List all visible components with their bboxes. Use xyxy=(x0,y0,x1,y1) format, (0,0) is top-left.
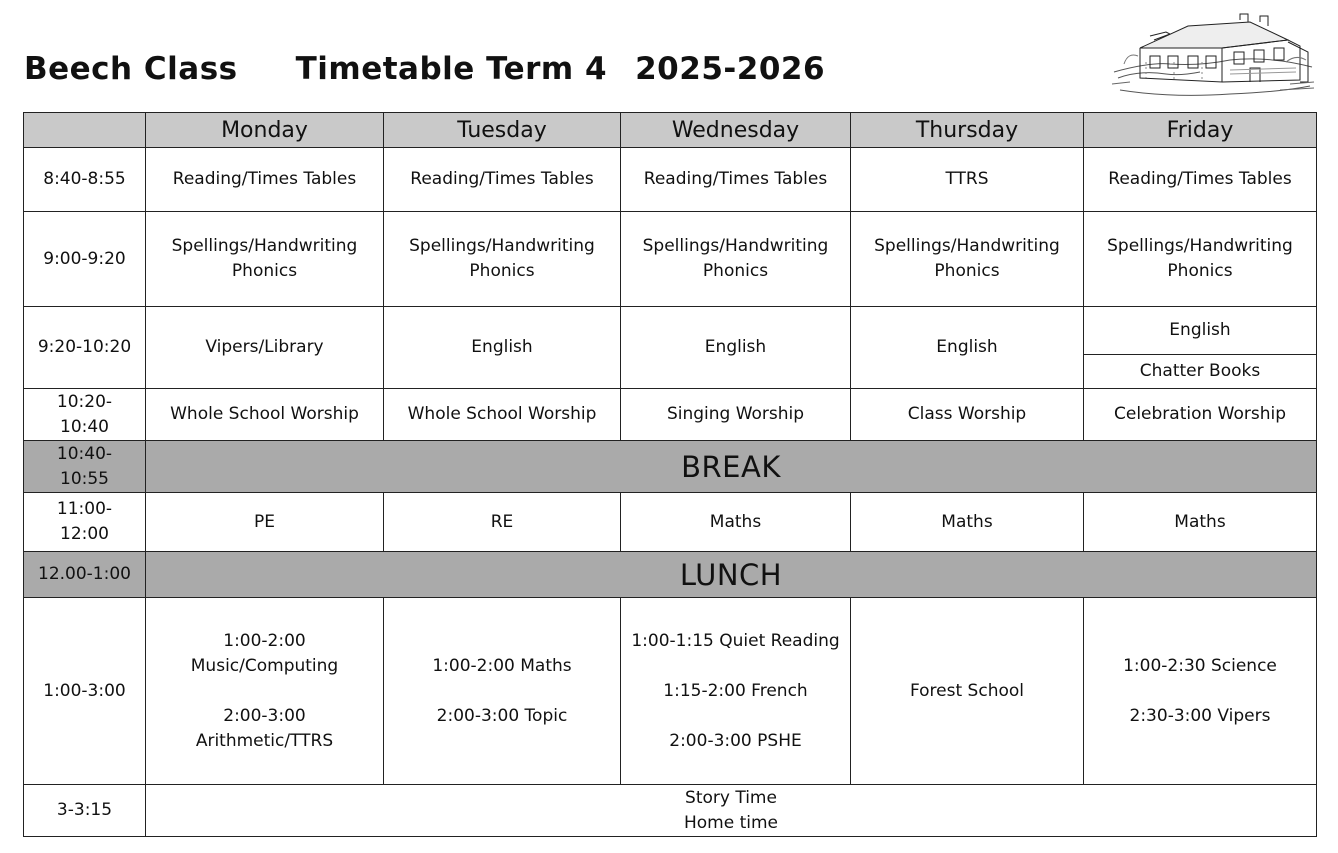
end-of-day-cell xyxy=(146,785,1317,837)
timetable-row xyxy=(24,212,1317,307)
lesson-cell xyxy=(146,598,384,785)
lesson-cell: Singing Worship xyxy=(621,389,851,441)
time-slot xyxy=(24,441,146,493)
lesson-cell: Reading/Times Tables xyxy=(621,148,851,212)
lesson-cell: Celebration Worship xyxy=(1084,389,1317,441)
spacer xyxy=(146,679,383,704)
lesson-cell: TTRS xyxy=(851,148,1084,212)
time-slot: 12.00-1:00 xyxy=(24,552,146,598)
timetable-row xyxy=(24,148,1317,212)
time-header xyxy=(24,113,146,148)
lesson-cell: Whole School Worship xyxy=(146,389,384,441)
time-line: 10:55 xyxy=(60,468,109,489)
day-header-friday: Friday xyxy=(1084,113,1317,148)
lesson-line: Music/Computing xyxy=(190,655,339,676)
lesson-cell-split xyxy=(1084,307,1317,389)
lesson-line: 2:00-3:00 PSHE xyxy=(669,730,802,751)
lesson-line: 1:00-2:00 Maths xyxy=(432,655,572,676)
lesson-cell xyxy=(1084,212,1317,307)
time-slot: 9:00-9:20 xyxy=(24,212,146,307)
lesson-part: Chatter Books xyxy=(1139,361,1261,381)
time-line: 12:00 xyxy=(60,524,109,544)
day-header-tuesday: Tuesday xyxy=(384,113,621,148)
lesson-part: English xyxy=(1084,307,1316,355)
lesson-cell xyxy=(1084,598,1317,785)
time-slot: 9:20-10:20 xyxy=(24,307,146,389)
time-slot xyxy=(24,493,146,552)
break-band: BREAK xyxy=(146,441,1317,493)
spacer xyxy=(384,679,620,704)
lesson-cell: PE xyxy=(146,493,384,552)
lesson-line: Story Time xyxy=(685,787,777,808)
school-year: 2025-2026 xyxy=(635,51,826,87)
lesson-cell: Maths xyxy=(1084,493,1317,552)
timetable-row xyxy=(24,307,1317,389)
time-line: 10:20- xyxy=(56,391,113,412)
lesson-line: 2:00-3:00 Topic xyxy=(436,705,568,726)
timetable xyxy=(23,112,1317,837)
lesson-line: Phonics xyxy=(469,261,535,281)
lesson-line: Phonics xyxy=(702,261,769,281)
timetable-row xyxy=(24,389,1317,441)
lesson-cell: Maths xyxy=(621,493,851,552)
lesson-cell: Vipers/Library xyxy=(146,307,384,389)
lesson-line: Spellings/Handwriting xyxy=(642,236,829,256)
lesson-line: Spellings/Handwriting xyxy=(409,236,595,256)
lesson-cell: RE xyxy=(384,493,621,552)
school-house-sketch-icon xyxy=(1110,12,1316,100)
time-slot: 3-3:15 xyxy=(24,785,146,837)
day-header-thursday: Thursday xyxy=(851,113,1084,148)
lunch-row xyxy=(24,552,1317,598)
lesson-line: Phonics xyxy=(1167,261,1233,281)
lesson-line: 1:00-2:00 xyxy=(223,630,306,651)
lesson-line: Spellings/Handwriting xyxy=(171,236,358,256)
time-slot xyxy=(24,389,146,441)
lesson-line: Phonics xyxy=(231,261,298,281)
lunch-band: LUNCH xyxy=(146,552,1317,598)
lesson-line: 2:00-3:00 xyxy=(223,705,306,726)
lesson-cell xyxy=(851,212,1084,307)
page-title xyxy=(24,46,825,92)
lesson-cell xyxy=(621,598,851,785)
break-row xyxy=(24,441,1317,493)
spacer xyxy=(621,704,850,729)
lesson-cell: Maths xyxy=(851,493,1084,552)
timetable-term: Timetable Term 4 xyxy=(295,51,608,87)
lesson-cell xyxy=(621,212,851,307)
time-slot: 8:40-8:55 xyxy=(24,148,146,212)
timetable-row xyxy=(24,785,1317,837)
lesson-cell: Class Worship xyxy=(851,389,1084,441)
lesson-cell xyxy=(384,598,621,785)
lesson-cell: English xyxy=(621,307,851,389)
lesson-cell xyxy=(146,212,384,307)
spacer xyxy=(1084,679,1316,704)
lesson-cell: Reading/Times Tables xyxy=(146,148,384,212)
lesson-line: 1:15-2:00 French xyxy=(663,680,808,701)
day-header-monday: Monday xyxy=(146,113,384,148)
lesson-line: 1:00-1:15 Quiet Reading xyxy=(631,630,840,651)
timetable-row xyxy=(24,598,1317,785)
day-header-wednesday: Wednesday xyxy=(621,113,851,148)
time-slot: 1:00-3:00 xyxy=(24,598,146,785)
lesson-cell: Whole School Worship xyxy=(384,389,621,441)
class-name: Beech Class xyxy=(24,51,238,87)
lesson-cell: English xyxy=(851,307,1084,389)
lesson-line: 1:00-2:30 Science xyxy=(1123,655,1277,676)
lesson-line: Arithmetic/TTRS xyxy=(195,730,334,751)
lesson-line: Spellings/Handwriting xyxy=(1107,236,1293,256)
lesson-cell: Forest School xyxy=(851,598,1084,785)
time-line: 11:00- xyxy=(56,499,113,519)
lesson-line: Spellings/Handwriting xyxy=(874,236,1060,256)
time-line: 10:40 xyxy=(60,416,109,437)
time-line: 10:40- xyxy=(56,443,113,464)
lesson-cell: Reading/Times Tables xyxy=(1084,148,1317,212)
lesson-line: 2:30-3:00 Vipers xyxy=(1129,705,1271,726)
lesson-cell xyxy=(384,212,621,307)
lesson-line: Phonics xyxy=(934,261,1000,281)
header-row xyxy=(24,113,1317,148)
lesson-cell: English xyxy=(384,307,621,389)
timetable-row xyxy=(24,493,1317,552)
spacer xyxy=(621,654,850,679)
lesson-cell: Reading/Times Tables xyxy=(384,148,621,212)
lesson-line: Home time xyxy=(683,812,778,833)
